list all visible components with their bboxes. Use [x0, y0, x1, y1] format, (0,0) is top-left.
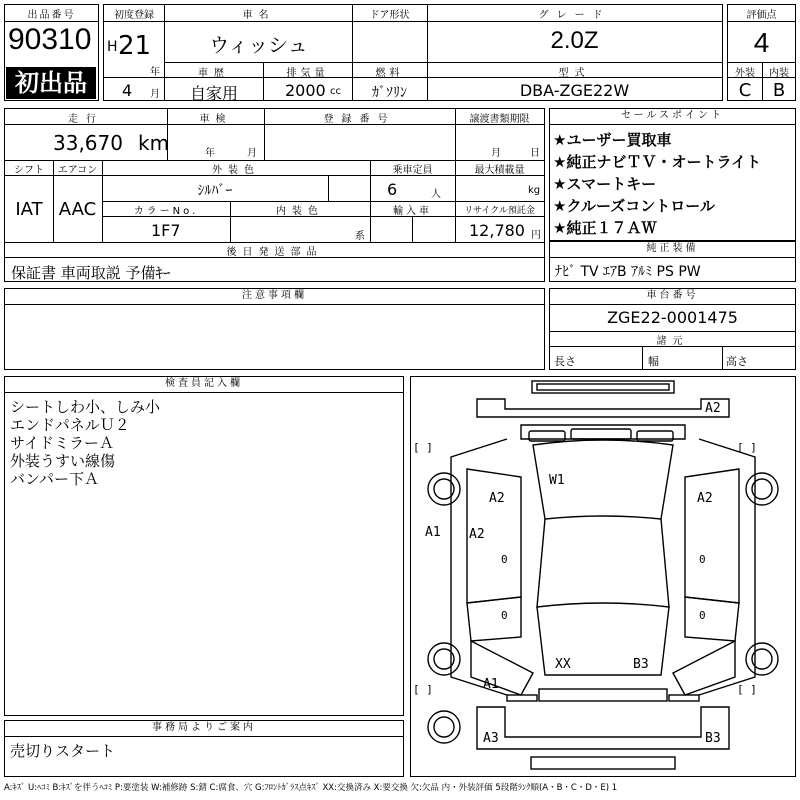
- mark-zero-3: 0: [501, 609, 508, 622]
- history-label: 車歴: [198, 68, 230, 79]
- sales-points-label: セールスポイント: [550, 109, 795, 125]
- car-outline: [411, 377, 795, 776]
- later-parts-value: 保証書 車両取説 予備ｷｰ: [11, 264, 171, 282]
- mileage-value: 33,670: [53, 131, 123, 155]
- recycle-unit: 円: [531, 230, 541, 241]
- interior-color-label: 内装色: [276, 206, 324, 217]
- mark-w1: W1: [549, 473, 565, 488]
- interior-grade: B: [772, 80, 786, 101]
- chassis-box: [549, 288, 796, 370]
- details-table: [4, 108, 545, 282]
- mark-a2-left: A2: [489, 491, 505, 506]
- fuel-label: 燃料: [375, 68, 404, 79]
- sales-point-2: ★純正ナビＴＶ・オートライト: [553, 153, 761, 171]
- color-no-label: カラーNo.: [133, 206, 199, 217]
- shift-value: IAT: [15, 199, 43, 220]
- interior-label: 内装: [769, 68, 789, 79]
- mark-a1-low: A1: [483, 677, 499, 692]
- plate-label: 登録番号: [323, 114, 396, 125]
- mark-a2-top: A2: [705, 401, 721, 416]
- displacement-label: 排気量: [286, 68, 329, 79]
- sales-points: [549, 108, 796, 241]
- first-registration: [103, 4, 165, 101]
- reg-year: 21: [118, 31, 152, 61]
- era: H: [107, 39, 118, 55]
- grade-label: グレード: [538, 10, 611, 21]
- spec-label: 諸元: [656, 336, 689, 347]
- color-label: 外装色: [212, 165, 260, 176]
- inspector-line-5: バンパー下Ａ: [10, 470, 99, 488]
- shift-label: シフト: [14, 165, 44, 176]
- history-value: 自家用: [189, 84, 238, 103]
- score-box: [727, 4, 796, 101]
- damage-diagram: [410, 376, 796, 777]
- inspector-line-3: サイドミラーＡ: [10, 434, 114, 452]
- sales-point-3: ★スマートキー: [553, 175, 657, 193]
- first-registration-label: 初度登録: [114, 10, 154, 21]
- genuine-equipment: [549, 241, 796, 282]
- mark-zero-1: 0: [501, 553, 508, 566]
- mark-zero-2: 0: [699, 553, 706, 566]
- aircon-label: エアコン: [57, 165, 98, 176]
- length-label: 長さ: [554, 355, 576, 368]
- mark-a2-right: A2: [697, 491, 713, 506]
- grade-value: 2.0Z: [550, 27, 599, 54]
- year-unit: 年: [150, 67, 160, 78]
- inspector-line-4: 外装うすい線傷: [10, 452, 116, 470]
- color-no-value: 1F7: [151, 221, 181, 240]
- mark-zero-4: 0: [699, 609, 706, 622]
- height-label: 高さ: [726, 355, 748, 368]
- mileage-label: 走行: [68, 114, 104, 125]
- office-text: 売切りスタート: [10, 742, 116, 760]
- aircon-value: AAC: [58, 199, 97, 220]
- first-listing-badge: 初出品: [6, 67, 96, 99]
- inspector-label: 検査員記入欄: [5, 377, 403, 393]
- transfer-day-unit: 日: [530, 148, 540, 159]
- inspection-label: 車検: [199, 114, 232, 125]
- score-label: 評価点: [746, 10, 777, 21]
- equipment-label: 純正装備: [550, 242, 795, 258]
- lot-label: 出品番号: [27, 10, 76, 21]
- bracket-3: [ ]: [413, 683, 433, 696]
- reg-month: 4: [122, 81, 133, 100]
- main-header: [164, 4, 723, 101]
- mark-b3-bottom: B3: [705, 731, 721, 746]
- equipment-value: ﾅﾋﾞ TV ｴｱB ｱﾙﾐ PS PW: [555, 264, 701, 280]
- mileage-unit: km: [138, 131, 170, 155]
- exterior-grade: C: [738, 80, 752, 101]
- capacity-label: 乗車定員: [392, 165, 433, 176]
- mark-a3: A3: [483, 731, 499, 746]
- recycle-label: リサイクル預託金: [464, 206, 535, 216]
- model-label: 車名: [242, 10, 275, 21]
- office-box: [4, 720, 404, 777]
- transfer-label: 譲渡書類期限: [469, 114, 530, 125]
- inspection-month-unit: 月: [247, 148, 257, 159]
- capacity-unit: 人: [431, 189, 441, 200]
- inspector-box: [4, 376, 404, 716]
- exterior-label: 外装: [735, 68, 755, 79]
- sales-point-5: ★純正１７ＡＷ: [553, 219, 657, 237]
- mark-b3-mid: B3: [633, 657, 649, 672]
- chassis-number: ZGE22-0001475: [607, 308, 738, 327]
- month-unit: 月: [150, 89, 160, 100]
- sales-point-4: ★クルーズコントロール: [553, 197, 715, 215]
- displacement-value: 2000: [285, 81, 326, 100]
- interior-color-unit: 系: [355, 231, 365, 242]
- lot-number: 90310: [8, 23, 92, 56]
- load-unit: kg: [528, 185, 541, 196]
- inspector-line-1: シートしわ小、しみ小: [10, 398, 161, 416]
- mark-a2-door: A2: [469, 527, 485, 542]
- color-value: ｼﾙﾊﾞｰ: [197, 183, 233, 199]
- bracket-1: [ ]: [413, 441, 433, 454]
- load-label: 最大積載量: [474, 165, 525, 176]
- displacement-unit: cc: [330, 86, 341, 97]
- mark-a1-side: A1: [425, 525, 441, 540]
- model-name: ウィッシュ: [209, 33, 308, 57]
- fuel-value: ｶﾞｿﾘﾝ: [372, 85, 407, 101]
- type-value: DBA-ZGE22W: [519, 81, 630, 100]
- import-label: 輸入車: [393, 206, 432, 217]
- type-label: 型式: [558, 68, 591, 79]
- office-label: 事務局よりご案内: [5, 721, 403, 737]
- inspector-line-2: エンドパネルＵ２: [10, 416, 130, 434]
- door-label: ドア形状: [369, 10, 410, 21]
- recycle-value: 12,780: [469, 221, 525, 240]
- chassis-label: 車台番号: [550, 289, 795, 305]
- notes-box: [4, 288, 545, 370]
- sales-point-1: ★ユーザー買取車: [553, 131, 672, 149]
- score-value: 4: [753, 27, 770, 58]
- later-parts-label: 後日発送部品: [226, 247, 323, 258]
- width-label: 幅: [648, 355, 659, 368]
- capacity-value: 6: [387, 180, 398, 199]
- legend: A:ｷｽﾞ U:ﾍｺﾐ B:ｷｽﾞを伴うﾍｺﾐ P:要塗装 W:補修跡 S:錆 C:腐食、穴 G:ﾌﾛﾝﾄｶﾞﾗｽ点ｷｽﾞ XX:交換済み X:要交換 欠:欠品 内・外装評価 5段階ﾗﾝｸ順(A・B・C・D・E) 1: [4, 783, 618, 793]
- lot-box: [4, 4, 99, 101]
- bracket-4: [ ]: [737, 683, 757, 696]
- mark-xx: XX: [555, 657, 571, 672]
- notes-label: 注意事項欄: [5, 289, 544, 305]
- bracket-2: [ ]: [737, 441, 757, 454]
- inspection-year-unit: 年: [205, 148, 215, 159]
- transfer-month-unit: 月: [491, 148, 501, 159]
